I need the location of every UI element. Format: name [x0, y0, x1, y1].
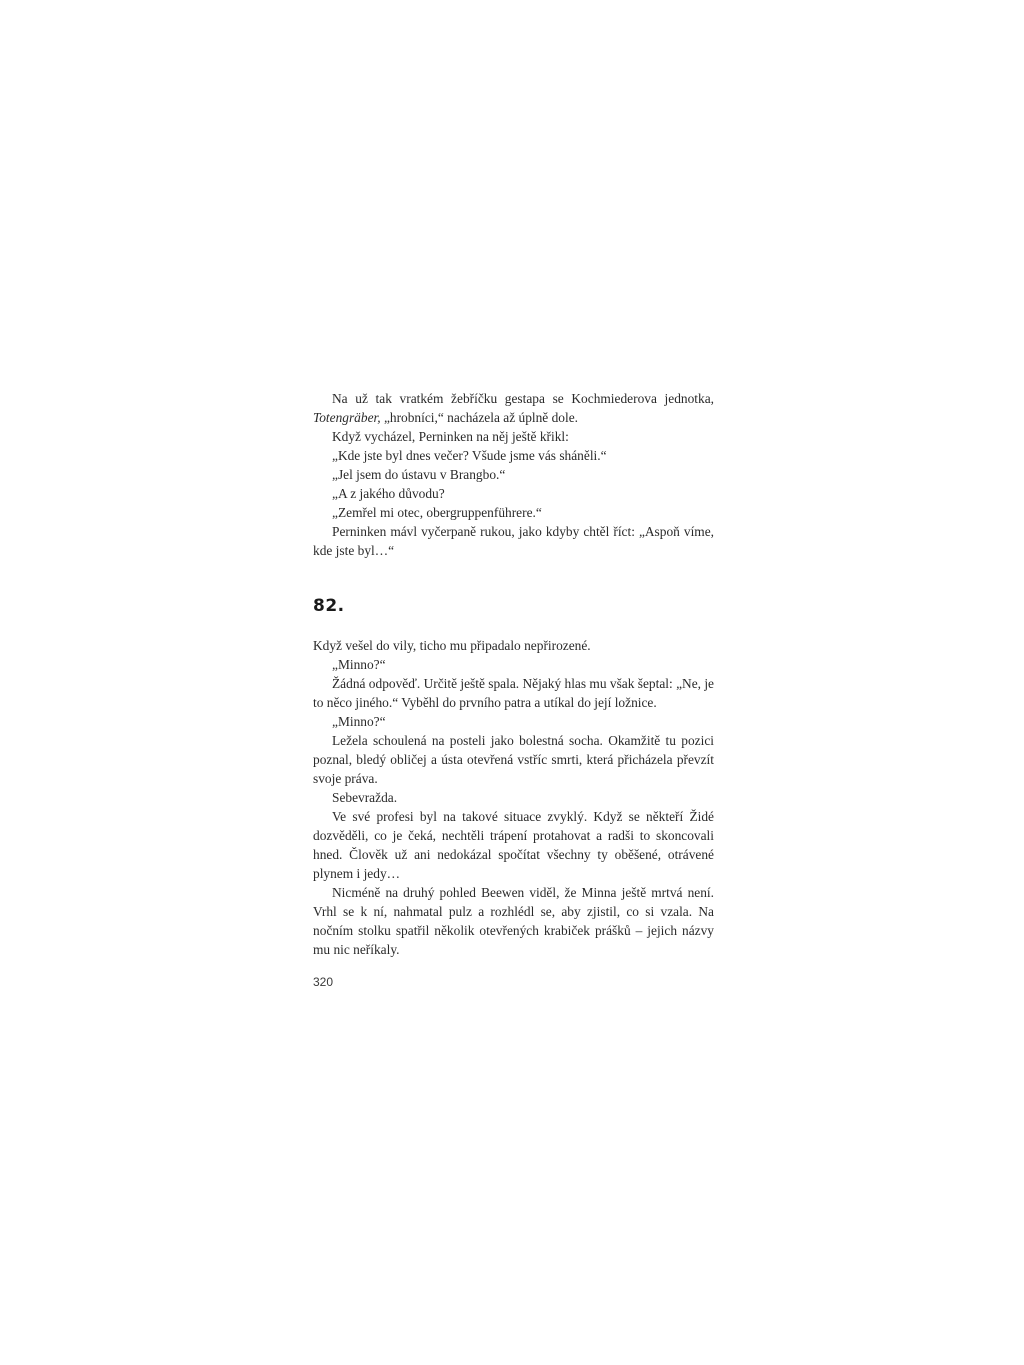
italic-term: Totengräber, — [313, 410, 381, 425]
dialogue-line: „A z jakého důvodu? — [332, 486, 445, 501]
paragraph: Když vešel do vily, ticho mu připadalo nepřirozené. — [313, 638, 591, 653]
dialogue-line: „Zemřel mi otec, obergruppenführere.“ — [332, 505, 542, 520]
dialogue-line: „Minno?“ — [332, 714, 386, 729]
paragraph: Nicméně na druhý pohled Beewen viděl, že Minna ještě mrtvá není. Vrhl se k ní, nahmatal pulz a rozhlédl se, aby zjistil, co si vzala. Na nočním stolku spatřil několik otevřených krabiček prášků – jejich názvy mu nic neříkaly. — [313, 885, 714, 957]
paragraph — [313, 389, 714, 427]
text-section-top — [313, 389, 714, 560]
paragraph: Ve své profesi byl na takové situace zvyklý. Když se někteří Židé dozvěděli, co je čeká, nechtěli trápení protahovat a radši to skoncovali hned. Člověk už ani nedokázal spočítat všechny ty oběšené, otrávené plynem i jedy… — [313, 809, 714, 881]
paragraph: Ležela schoulená na posteli jako bolestná socha. Okamžitě tu pozici poznal, bledý obličej a ústa otevřená vstříc smrti, která přicházela převzít svoje práva. — [313, 733, 714, 786]
dialogue-line: „Jel jsem do ústavu v Brangbo.“ — [332, 467, 506, 482]
chapter-heading: 82. — [313, 596, 345, 616]
dialogue-line: „Kde jste byl dnes večer? Všude jsme vás sháněli.“ — [332, 448, 607, 463]
paragraph-text: Na už tak vratkém žebříčku gestapa se Kochmiederova jednotka, — [332, 391, 714, 406]
paragraph: Když vycházel, Perninken na něj ještě křikl: — [332, 429, 569, 444]
page-number: 320 — [313, 975, 334, 989]
paragraph: Sebevražda. — [332, 790, 398, 805]
text-section-chapter — [313, 636, 714, 959]
dialogue-line: „Minno?“ — [332, 657, 386, 672]
paragraph: Perninken mávl vyčerpaně rukou, jako kdyby chtěl říct: „Aspoň víme, kde jste byl…“ — [313, 524, 714, 558]
paragraph-text: „hrobníci,“ nacházela až úplně dole. — [380, 410, 579, 425]
paragraph: Žádná odpověď. Určitě ještě spala. Nějaký hlas mu však šeptal: „Ne, je to něco jiného.“ Vyběhl do prvního patra a utíkal do její ložnice. — [313, 676, 714, 710]
